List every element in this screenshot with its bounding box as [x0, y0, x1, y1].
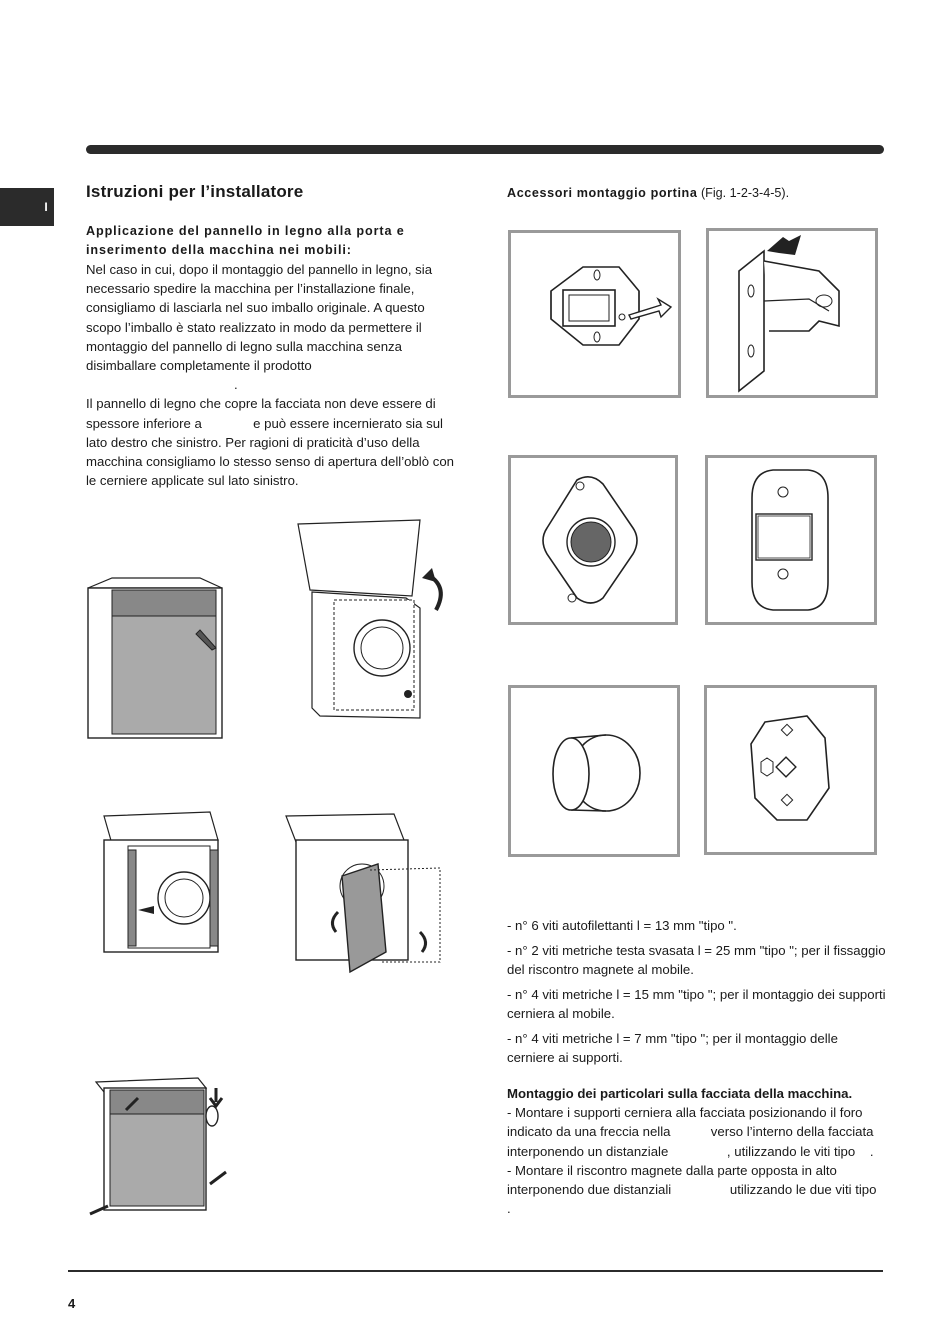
figure-machine-front-panel [82, 570, 232, 750]
screw-item: - n° 2 viti metriche testa svasata l = 25 mm "tipo "; per il fissaggio del riscontro magnete al mobile. [507, 943, 886, 977]
bottom-rule [68, 1270, 883, 1272]
screw-item: - n° 6 viti autofilettanti l = 13 mm "tipo ". [507, 918, 737, 933]
figure-door-panel-attach [282, 812, 447, 982]
left-column-text [86, 222, 456, 490]
paragraph-1: Nel caso in cui, dopo il montaggio del pannello in legno, sia necessario spedire la macchina per l’installazione finale, consigliamo di lasciarla nel suo imballo originale. A questo scopo l’imballo è stato realizzato in modo da permettere il montaggio del pannello di legno sulla macchina senza disimballare completamente il prodotto [86, 262, 433, 374]
screw-item: - n° 4 viti metriche l = 15 mm "tipo "; per il montaggio dei supporti cerniera al mobile. [507, 987, 886, 1021]
cam-plate-drawing [707, 688, 874, 852]
figure-final-installation [86, 1076, 236, 1226]
hinge-drawing [709, 231, 875, 395]
accessory-hinge [706, 228, 878, 398]
accessory-spacer [508, 685, 680, 857]
magnet-counterpart-drawing [511, 458, 675, 622]
section-subheading: Applicazione del pannello in legno alla porta e inserimento della macchina nei mobili: [86, 224, 405, 257]
screw-item: - n° 4 viti metriche l = 7 mm "tipo "; per il montaggio delle cerniere ai supporti. [507, 1031, 838, 1065]
paragraph-1-end: . [234, 377, 238, 393]
figure-hinge-mounting [98, 810, 238, 960]
accessories-heading [507, 186, 789, 200]
paragraph-2: Il pannello di legno che copre la facciata non deve essere di spessore inferiore a e può essere incernierato sia sul lato destro che sinistro. Per ragioni di praticità d’uso della macchina consigliamo lo stesso senso di apertura dell’oblò con le cerniere applicate sul lato sinistro. [86, 396, 458, 489]
accessory-hinge-support [508, 230, 681, 398]
page-number: 4 [68, 1296, 76, 1311]
mounting-section [507, 1084, 892, 1218]
accessory-cam-plate [704, 685, 877, 855]
accessories-title: Accessori montaggio portina [507, 186, 698, 200]
spacer-drawing [511, 688, 677, 854]
mounting-step-1: - Montare i supporti cerniera alla facciata posizionando il foro indicato da una freccia nella verso l’interno della facciata interponendo un distanziale , utilizzando le viti tipo . [507, 1105, 878, 1159]
mounting-title: Montaggio dei particolari sulla facciata della macchina. [507, 1086, 853, 1101]
accessories-ref: (Fig. 1-2-3-4-5). [700, 186, 790, 200]
mounting-step-2: - Montare il riscontro magnete dalla parte opposta in alto interponendo due distanziali utilizzando le due viti tipo . [507, 1162, 892, 1217]
screws-list [507, 916, 887, 1073]
figure-machine-open-box [290, 518, 460, 738]
language-tab: I [0, 188, 54, 226]
accessory-magnet-plate [705, 455, 877, 625]
hinge-support-drawing [511, 233, 678, 395]
magnet-plate-drawing [708, 458, 874, 622]
page-title: Istruzioni per l’installatore [86, 182, 304, 201]
accessory-magnet-round [508, 455, 678, 625]
top-rule [86, 145, 884, 154]
